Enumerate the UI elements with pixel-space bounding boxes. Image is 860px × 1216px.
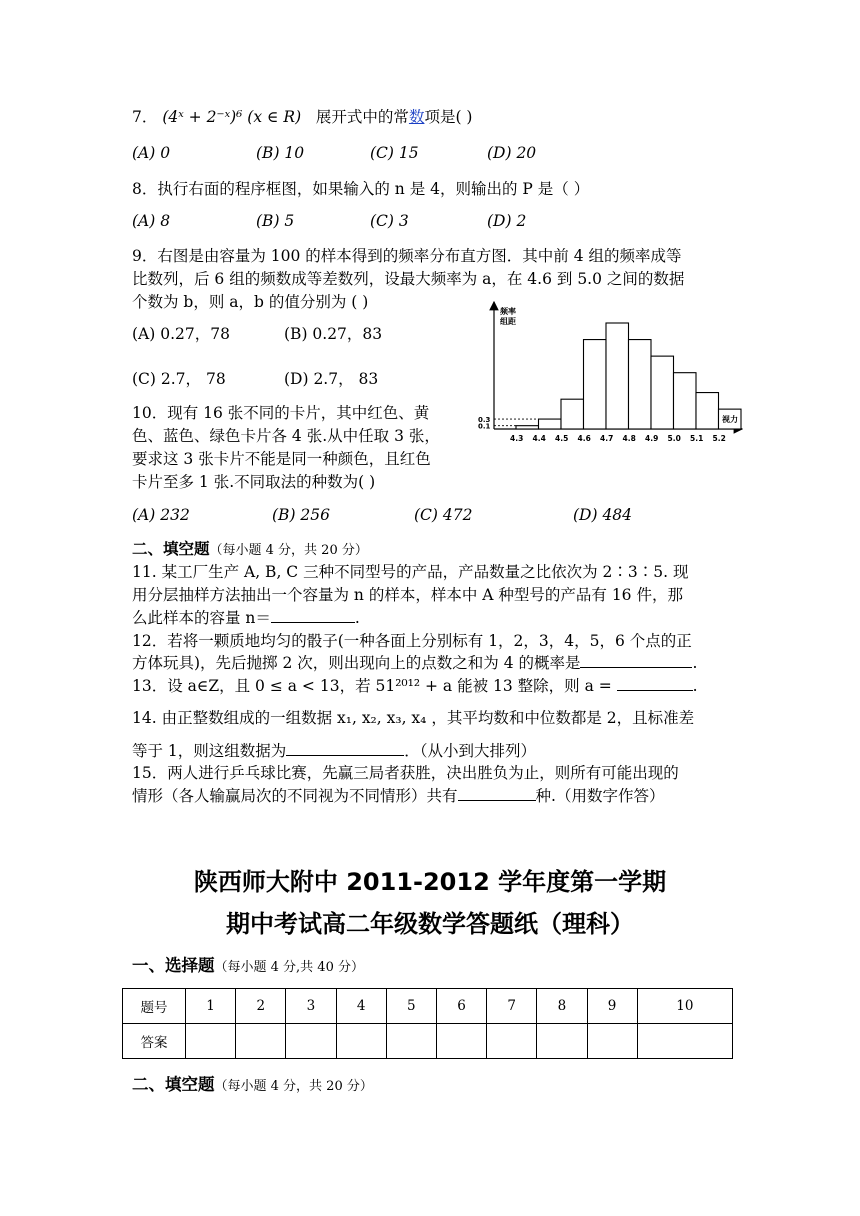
histogram-x-label: 视力	[722, 415, 738, 424]
q10-option-a: (A) 232	[132, 506, 190, 524]
histogram-x-tick-label: 5.0	[667, 434, 681, 443]
frequency-histogram	[474, 296, 746, 446]
histogram-y-label-line: 组距	[500, 317, 516, 326]
answer-section-1-heading	[132, 955, 364, 979]
q10-line-4: 卡片至多 1 张.不同取法的种数为( )	[132, 473, 376, 491]
q9-line-1: 9．右图是由容量为 100 的样本得到的频率分布直方图．其中前 4 组的频率成等	[132, 247, 682, 265]
q15-answer-blank[interactable]	[458, 786, 536, 801]
histogram-bar	[674, 373, 697, 429]
q9-line-2: 比数列，后 6 组的频数成等差数列，设最大频率为 a，在 4.6 到 5.0 之间的数据	[132, 270, 685, 288]
answer-table-number: 5	[386, 989, 436, 1024]
histogram-bar	[696, 393, 719, 429]
histogram-x-tick-label: 4.9	[645, 434, 659, 443]
histogram-y-label-line: 频率	[500, 307, 516, 316]
q12-answer-blank[interactable]	[580, 653, 692, 668]
q15-line-2-after: 种.（用数字作答）	[535, 787, 665, 805]
section-2-heading	[132, 538, 368, 562]
q15-line-2	[132, 785, 664, 807]
section-2-note: （每小题 4 分，共 20 分）	[209, 543, 368, 558]
q7-number: 7．	[132, 108, 158, 126]
q11-line-1: 11. 某工厂生产 A, B, C 三种不同型号的产品，产品数量之比依次为 2∶3∶5. 现	[132, 563, 689, 581]
q14-line-2	[132, 740, 536, 762]
histogram-x-tick-label: 5.2	[712, 434, 726, 443]
q8-option-a: (A) 8	[132, 212, 171, 230]
q10-option-d: (D) 484	[573, 506, 633, 524]
q7-option-a: (A) 0	[132, 144, 171, 162]
q14-line-2-text: 等于 1，则这组数据为	[132, 742, 287, 760]
answer-cell[interactable]	[587, 1024, 637, 1059]
histogram-bar	[629, 340, 652, 429]
section-2-title: 二、填空题	[132, 540, 210, 558]
histogram-y-tick-label: 0.3	[478, 416, 491, 425]
q9-option-d: (D) 2.7， 83	[284, 370, 379, 388]
answer-cell[interactable]	[336, 1024, 386, 1059]
answer-cell[interactable]	[186, 1024, 236, 1059]
answer-section-2-heading	[132, 1074, 373, 1098]
q9-option-b: (B) 0.27，83	[284, 325, 383, 343]
histogram-bar	[606, 323, 629, 429]
answer-cell[interactable]	[236, 1024, 286, 1059]
histogram-y-label	[500, 306, 516, 326]
answer-table-number: 6	[436, 989, 486, 1024]
q10-line-3: 要求这 3 张卡片不能是同一种颜色，且红色	[132, 450, 431, 468]
answer-table-answer-header: 答案	[123, 1024, 186, 1059]
q8-text: 8．执行右面的程序框图，如果输入的 n 是 4，则输出的 P 是（ ）	[132, 180, 590, 198]
q13-line: 13．设 a∈Z，且 0 ≤ a < 13，若 51²⁰¹² + a 能被 13 整除，则 a = .	[132, 677, 698, 695]
q7-line	[132, 106, 472, 128]
q11-answer-blank[interactable]	[271, 608, 355, 623]
q7-option-c: (C) 15	[370, 144, 419, 162]
histogram-bar	[516, 426, 539, 429]
q8-option-c: (C) 3	[370, 212, 409, 230]
q12-line-2: 方体玩具)，先后抛掷 2 次，则出现向上的点数之和为 4 的概率是 .	[132, 654, 698, 672]
histogram-bar	[651, 356, 674, 429]
answer-table-number-row	[123, 989, 733, 1024]
q10-line-2: 色、蓝色、绿色卡片各 4 张.从中任取 3 张，	[132, 427, 440, 445]
answer-section-1-title: 一、选择题	[132, 956, 215, 975]
histogram-x-tick-label: 5.1	[690, 434, 704, 443]
q10-option-b: (B) 256	[272, 506, 330, 524]
q7-text: 展开式中的常	[315, 108, 409, 126]
histogram-y-tick-label: 0.1	[478, 422, 491, 431]
q14-line-1: 14. 由正整数组成的一组数据 x₁, x₂, x₃, x₄ ，其平均数和中位数都是 2，且标准差	[132, 709, 695, 727]
answer-table-number-header: 题号	[123, 989, 186, 1024]
q8-option-d: (D) 2	[487, 212, 527, 230]
answer-cell[interactable]	[286, 1024, 336, 1059]
histogram-x-tick-label: 4.8	[622, 434, 636, 443]
q9-option-a: (A) 0.27，78	[132, 325, 230, 343]
answer-sheet-title-2: 期中考试高二年级数学答题纸（理科）	[226, 910, 634, 938]
answer-table-number: 4	[336, 989, 386, 1024]
answer-cell[interactable]	[487, 1024, 537, 1059]
histogram-bar	[561, 399, 584, 429]
q15-line-2-text: 情形（各人输赢局次的不同视为不同情形）共有	[132, 787, 458, 805]
q14-answer-blank[interactable]	[286, 741, 404, 756]
histogram-x-tick-label: 4.7	[600, 434, 614, 443]
q10-line-1: 10．现有 16 张不同的卡片，其中红色、黄	[132, 404, 430, 422]
answer-table-number: 8	[537, 989, 587, 1024]
q12-line-2-text: 方体玩具)，先后抛掷 2 次，则出现向上的点数之和为 4 的概率是	[132, 654, 581, 672]
q7-option-d: (D) 20	[487, 144, 537, 162]
answer-section-2-note: （每小题 4 分，共 20 分）	[214, 1079, 373, 1094]
q15-line-1: 15．两人进行乒乓球比赛，先赢三局者获胜，决出胜负为止，则所有可能出现的	[132, 764, 679, 782]
answer-table-answer-row	[123, 1024, 733, 1059]
q8-option-b: (B) 5	[256, 212, 295, 230]
q11-line-3-text: 么此样本的容量 n＝	[132, 609, 271, 627]
q7-link[interactable]: 数	[408, 108, 425, 126]
q11-line-3: 么此样本的容量 n＝ .	[132, 609, 360, 627]
histogram-bar	[539, 419, 562, 429]
histogram-x-tick-label: 4.4	[532, 434, 546, 443]
q7-expression: (4ˣ + 2⁻ˣ)⁶ (x ∈ R)	[162, 108, 302, 126]
histogram-bar	[584, 340, 607, 429]
answer-table	[122, 988, 733, 1059]
q11-line-2: 用分层抽样方法抽出一个容量为 n 的样本，样本中 A 种型号的产品有 16 件，那	[132, 586, 683, 604]
answer-table-number: 2	[236, 989, 286, 1024]
answer-table-number: 7	[487, 989, 537, 1024]
answer-table-number: 9	[587, 989, 637, 1024]
q7-text-after: 项是( )	[424, 108, 473, 126]
q9-line-3: 个数为 b，则 a，b 的值分别为 ( )	[132, 293, 369, 311]
q14-line-2-after: ．（从小到大排列）	[404, 742, 537, 760]
q7-option-b: (B) 10	[256, 144, 305, 162]
q12-line-1: 12．若将一颗质地均匀的骰子(一种各面上分别标有 1，2，3，4，5，6 个点的正	[132, 632, 692, 650]
answer-table-number: 1	[186, 989, 236, 1024]
q10-option-c: (C) 472	[414, 506, 473, 524]
answer-cell[interactable]	[537, 1024, 587, 1059]
histogram-x-tick-label: 4.3	[510, 434, 524, 443]
answer-cell[interactable]	[436, 1024, 486, 1059]
q9-option-c: (C) 2.7， 78	[132, 370, 226, 388]
q13-answer-blank[interactable]	[617, 676, 693, 691]
answer-cell[interactable]	[386, 1024, 436, 1059]
histogram-x-tick-label: 4.5	[555, 434, 569, 443]
answer-table-number: 10	[637, 989, 732, 1024]
answer-section-2-title: 二、填空题	[132, 1075, 215, 1094]
q13-text: 13．设 a∈Z，且 0 ≤ a < 13，若 51²⁰¹² + a 能被 13 整除，则 a =	[132, 677, 617, 695]
histogram-x-tick-label: 4.6	[577, 434, 591, 443]
answer-sheet-title-1: 陕西师大附中 2011-2012 学年度第一学期	[193, 868, 667, 896]
answer-cell[interactable]	[637, 1024, 732, 1059]
answer-section-1-note: （每小题 4 分,共 40 分）	[214, 960, 364, 975]
answer-table-number: 3	[286, 989, 336, 1024]
